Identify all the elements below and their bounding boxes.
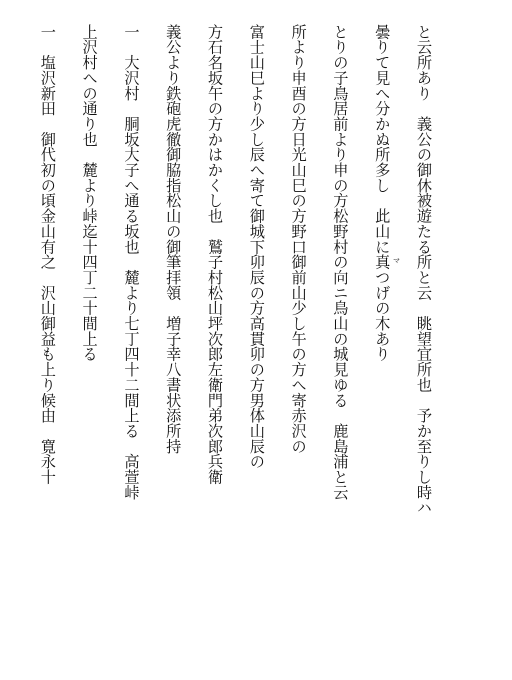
text-line-4: 所より申酉の方日光山巳の方野口御前山少し午の方へ寄赤沢の (289, 24, 308, 454)
text-line-5: 富士山巳より少し辰へ寄て御城下卯辰の方高貫卯の方男体山辰の (247, 24, 266, 470)
text-line-3: とりの子鳥居前より申の方松野村の向ニ鳥山の城見ゆる 鹿島浦と云 (331, 24, 350, 500)
vertical-text-body (26, 24, 444, 664)
text-line-7: 義公より鉄砲虎徹御脇指松山の御筆拝領 増子幸八書状添所持 (164, 24, 183, 454)
text-line-6: 方石名坂午の方かはかくし也 鷲子村松山坪次郎左衛門弟次郎兵衛 (206, 24, 225, 485)
text-line-1: と云所あり 義公の御休被遊たる所と云 眺望宜所也 予か至りし時ハ (415, 24, 433, 516)
ruby-annotation: マ (393, 257, 400, 265)
text-line-2: 曇りて見へ分かぬ所多し 此山に真つげの木あり (373, 24, 392, 362)
text-line-10: 一 塩沢新田 御代初の頃金山有之 沢山御益も上り候由 寛永十 (38, 24, 57, 485)
text-line-9: 上沢村への通り也 麓より峠迄十四丁二十間上る (80, 24, 99, 362)
text-line-8: 一 大沢村 胴坂大子へ通る坂也 麓より七丁四十二間上る 高萱峠 (122, 24, 141, 500)
